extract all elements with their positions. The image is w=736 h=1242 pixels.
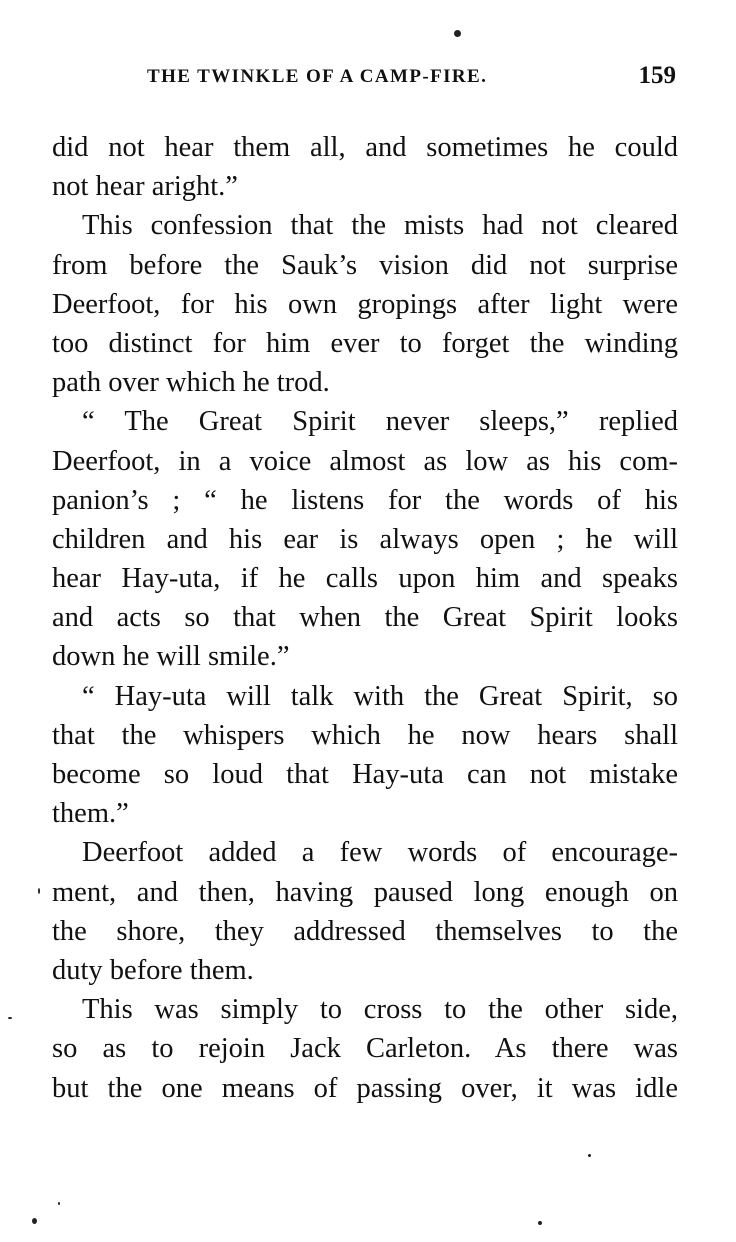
body-text (52, 128, 678, 1108)
page-number: 159 (638, 62, 676, 89)
ink-speck (32, 1218, 37, 1224)
text-line: from before the Sauk’s vision did not surprise (52, 249, 678, 281)
ink-speck (538, 1221, 542, 1225)
text-line: hear Hay-uta, if he calls upon him and speaks (52, 563, 678, 595)
text-line: too distinct for him ever to forget the winding (52, 327, 678, 359)
text-line: so as to rejoin Jack Carleton. As there was (52, 1033, 678, 1065)
text-line: and acts so that when the Great Spirit looks (52, 602, 678, 634)
text-line: them.” (52, 798, 129, 830)
text-line: “ The Great Spirit never sleeps,” replied (82, 406, 678, 438)
text-line: down he will smile.” (52, 641, 290, 673)
text-line: ment, and then, having paused long enough on (52, 876, 678, 908)
text-line: This confession that the mists had not cleared (82, 210, 678, 242)
text-line: “ Hay-uta will talk with the Great Spirit, so (82, 680, 678, 712)
ink-speck (8, 1017, 12, 1019)
ink-speck (58, 1202, 60, 1205)
ink-speck (588, 1154, 591, 1157)
text-line: Deerfoot, for his own gropings after light were (52, 288, 678, 320)
text-line: panion’s ; “ he listens for the words of his (52, 484, 678, 516)
text-line: the shore, they addressed themselves to the (52, 915, 678, 947)
ink-speck (454, 30, 461, 37)
text-line: Deerfoot added a few words of encourage- (82, 837, 678, 869)
text-line: Deerfoot, in a voice almost as low as his com- (52, 445, 678, 477)
text-line: become so loud that Hay-uta can not mistake (52, 759, 678, 790)
text-line: path over which he trod. (52, 367, 330, 399)
text-line: did not hear them all, and sometimes he could (52, 132, 678, 163)
text-line: duty before them. (52, 954, 254, 986)
text-line: but the one means of passing over, it was idle (52, 1072, 678, 1104)
text-line: that the whispers which he now hears shall (52, 719, 678, 751)
running-title: THE TWINKLE OF A CAMP-FIRE. (147, 66, 488, 87)
text-line: This was simply to cross to the other side, (82, 994, 678, 1026)
text-line: not hear aright.” (52, 171, 238, 203)
text-line: children and his ear is always open ; he will (52, 523, 678, 555)
running-head (52, 62, 678, 96)
ink-speck (38, 888, 40, 894)
